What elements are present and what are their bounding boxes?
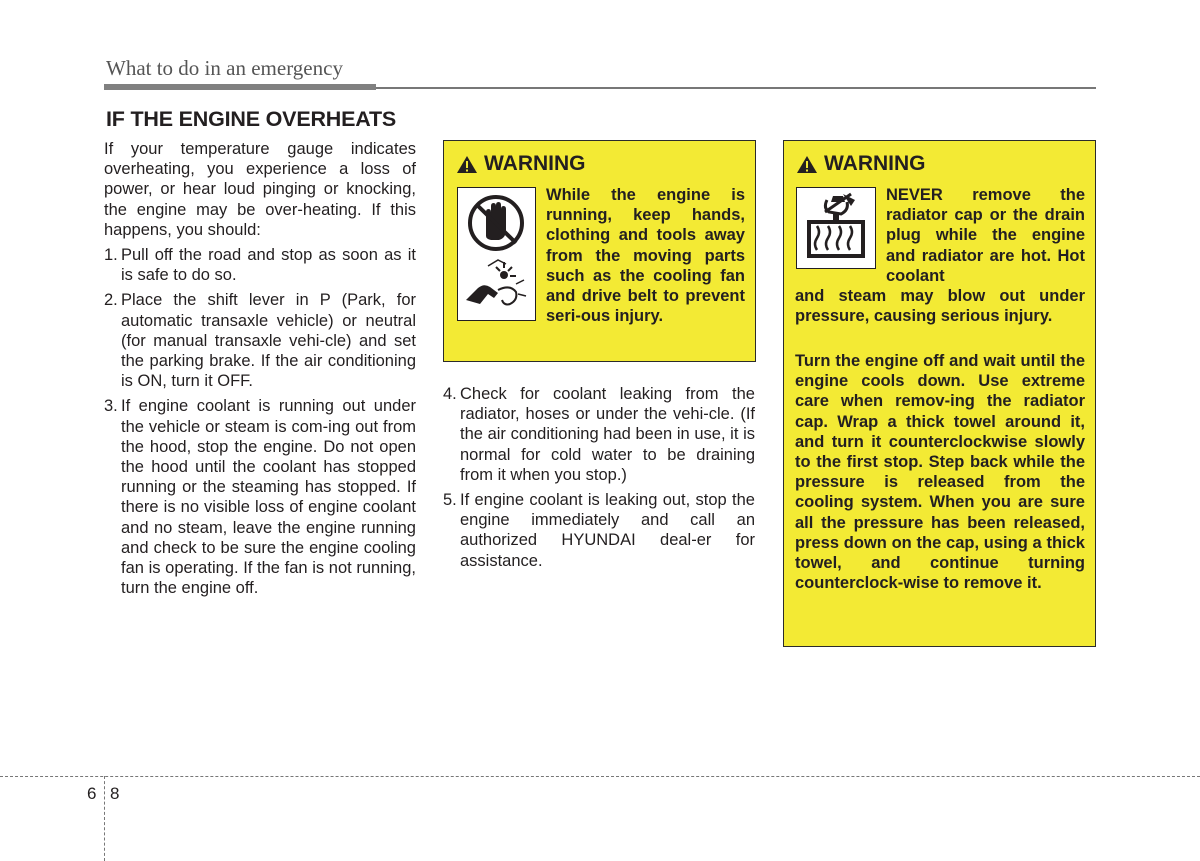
page-title: IF THE ENGINE OVERHEATS [106,107,397,131]
warning-triangle-icon [796,155,818,174]
header-rule-thick [104,84,376,90]
step-text: If engine coolant is leaking out, stop the engine immediately and call an authorized HYUNDAI deal-er for assistance. [460,491,755,570]
list-item [104,290,416,391]
step-text: Pull off the road and stop as soon as it is safe to do so. [121,246,416,285]
warning-box-moving-parts [443,140,756,362]
list-item [443,384,755,485]
warning-heading-text: WARNING [824,152,926,175]
step-number: 5. [443,491,457,510]
step-text: Place the shift lever in P (Park, for automatic transaxle vehicle) or neutral (for manual transaxle vehi-cle) and set the parking brake. If the air conditioning is ON, turn it OFF. [121,291,416,391]
header-rule-thin [376,87,1096,89]
warning-heading-text: WARNING [484,152,586,175]
left-column [104,139,416,598]
step-number: 1. [104,246,118,265]
step-number: 3. [104,397,118,416]
warning-triangle-icon [456,155,478,174]
step-number: 4. [443,385,457,403]
radiator-cap-hot-icon [796,187,876,269]
middle-column [443,384,755,571]
warning-text: NEVER remove the radiator cap or the drain plug while the engine and radiator are hot. Hot coolant [886,186,1085,285]
step-text: Check for coolant leaking from the radiator, hoses or under the vehi-cle. (If the air conditioning had been in use, it is normal for cold water to be draining from it when you stop.) [460,385,755,484]
warning-text: While the engine is running, keep hands, clothing and tools away from the moving parts such as the cooling fan and drive belt to prevent seri-ous injury. [546,186,745,326]
list-item [104,396,416,598]
header-section-title: What to do in an emergency [106,56,343,80]
warning-heading [456,154,586,174]
footer-vertical-divider [104,776,105,861]
hand-fan-belt-icon [457,187,536,321]
warning-box-radiator-cap [783,140,1096,647]
intro-paragraph: If your temperature gauge indicates overheating, you experience a loss of power, or hear loud pinging or knocking, the engine may be over-heating. If this happens, you should: [104,140,416,239]
warning-heading [796,154,926,174]
chapter-number: 6 [87,784,97,803]
step-text: If engine coolant is running out under the vehicle or steam is com-ing out from the hood, stop the engine. Do not open the hood until the coolant has stopped running or the steaming has stopped. If there is no visible loss of engine coolant and no steam, leave the engine running and check to be sure the engine cooling fan is operating. If the fan is not running, turn the engine off. [121,397,416,598]
warning-instructions: Turn the engine off and wait until the engine cools down. Use extreme care when remov-ing the radiator cap. Wrap a thick towel around it, and turn it counterclockwise slowly to the first stop. Step back while the pressure is released from the cooling system. When you are sure all the pressure has been released, press down on the cap, using a thick towel, and continue turning counterclock-wise to remove it. [795,352,1085,593]
step-number: 2. [104,291,118,310]
page-number: 8 [110,784,120,803]
warning-text-continued: and steam may blow out under pressure, causing serious injury. [795,287,1085,326]
footer-divider [0,776,1200,777]
list-item [443,490,755,571]
list-item [104,245,416,285]
